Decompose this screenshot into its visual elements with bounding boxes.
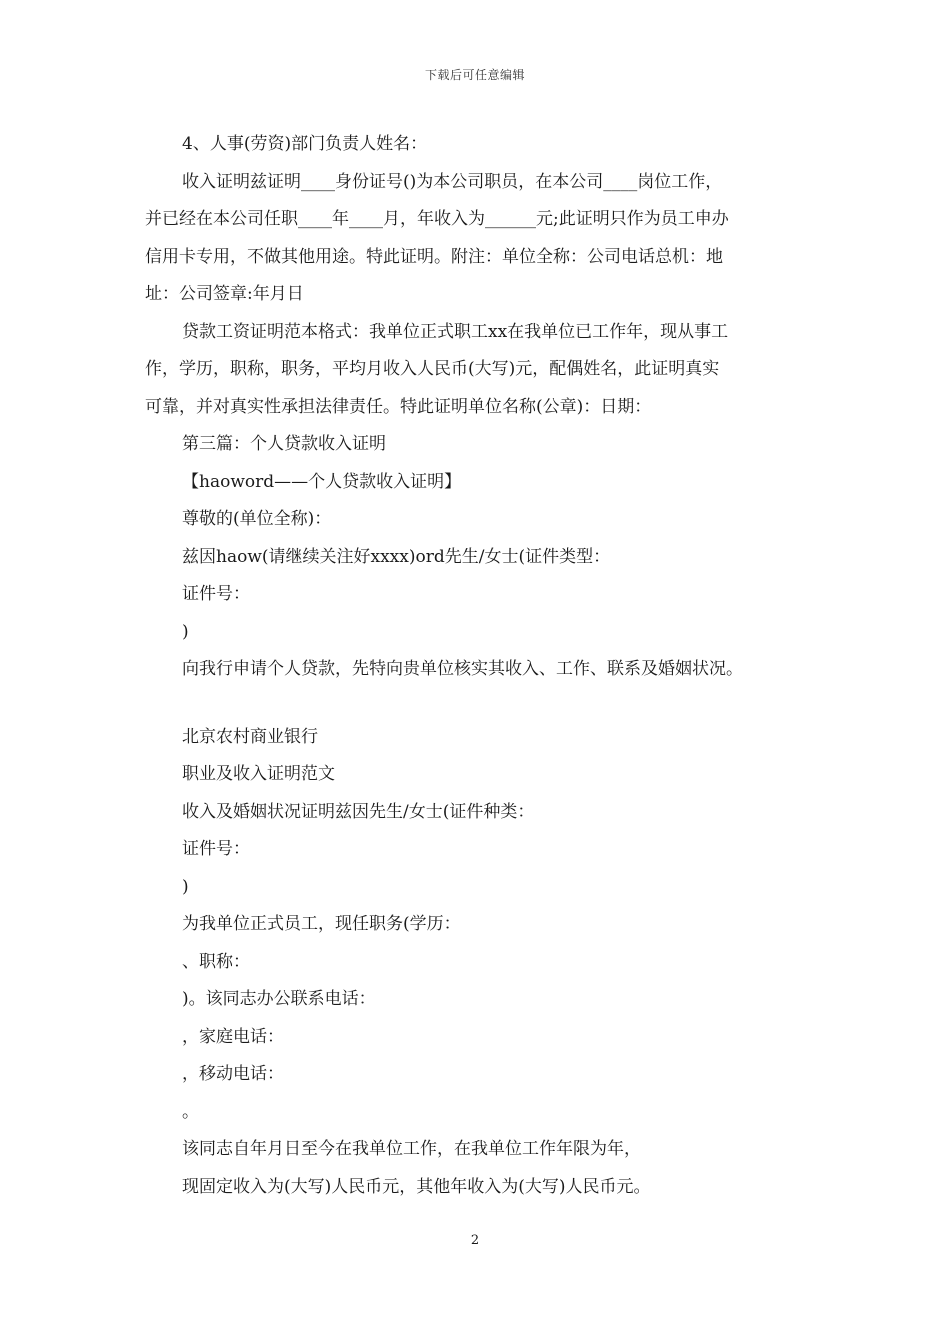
paragraph-line: 该同志自年月日至今在我单位工作，在我单位工作年限为年， xyxy=(182,1139,641,1159)
spacer xyxy=(145,689,817,719)
paragraph-line: 并已经在本公司任职____年____月，年收入为______元;此证明只作为员工申办 xyxy=(145,209,729,229)
paragraph-line: 可靠，并对真实性承担法律责任。特此证明单位名称(公章)：日期： xyxy=(145,396,652,417)
section-heading: 第三篇：个人贷款收入证明 xyxy=(182,434,386,454)
paragraph-line: 证件号： xyxy=(182,839,250,859)
paragraph-line: 收入证明兹证明____身份证号()为本公司职员，在本公司____岗位工作， xyxy=(182,171,723,192)
document-body xyxy=(145,126,817,1206)
paragraph-line: 证件号： xyxy=(182,584,250,604)
paragraph-line: 现固定收入为(大写)人民币元，其他年收入为(大写)人民币元。 xyxy=(182,1176,651,1197)
paragraph-line: )。该同志办公联系电话： xyxy=(182,989,376,1009)
document-title: 【haoword——个人贷款收入证明】 xyxy=(182,471,462,492)
paragraph-line: 、职称： xyxy=(182,951,250,972)
paragraph-line: 作，学历，职称，职务，平均月收入人民币(大写)元，配偶姓名，此证明真实 xyxy=(145,359,720,379)
page-header: 下载后可任意编辑 xyxy=(424,68,525,82)
bank-name: 北京农村商业银行 xyxy=(182,726,318,747)
paragraph-line: ) xyxy=(182,876,189,897)
paragraph-line: ) xyxy=(182,621,189,642)
paragraph-line: 址：公司签章:年月日 xyxy=(145,284,304,304)
paragraph-line: 4、人事(劳资)部门负责人姓名： xyxy=(182,134,428,154)
paragraph-line: ，移动电话： xyxy=(182,1064,284,1084)
paragraph-line: 收入及婚姻状况证明兹因先生/女士(证件种类： xyxy=(182,801,535,822)
paragraph-line: 兹因haow(请继续关注好xxxx)ord先生/女士(证件类型： xyxy=(182,546,611,567)
paragraph-line: 为我单位正式员工，现任职务(学历： xyxy=(182,914,461,934)
paragraph-line: 。 xyxy=(182,1101,199,1122)
paragraph-line: 贷款工资证明范本格式：我单位正式职工xx在我单位已工作年，现从事工 xyxy=(182,321,729,342)
paragraph-line: 向我行申请个人贷款，先特向贵单位核实其收入、工作、联系及婚姻状况。 xyxy=(182,659,743,679)
salutation: 尊敬的(单位全称)： xyxy=(182,509,332,529)
page-number: 2 xyxy=(470,1233,480,1248)
section-heading: 职业及收入证明范文 xyxy=(182,764,335,784)
paragraph-line: 信用卡专用，不做其他用途。特此证明。附注：单位全称：公司电话总机：地 xyxy=(145,246,723,267)
paragraph-line: ，家庭电话： xyxy=(182,1026,284,1047)
